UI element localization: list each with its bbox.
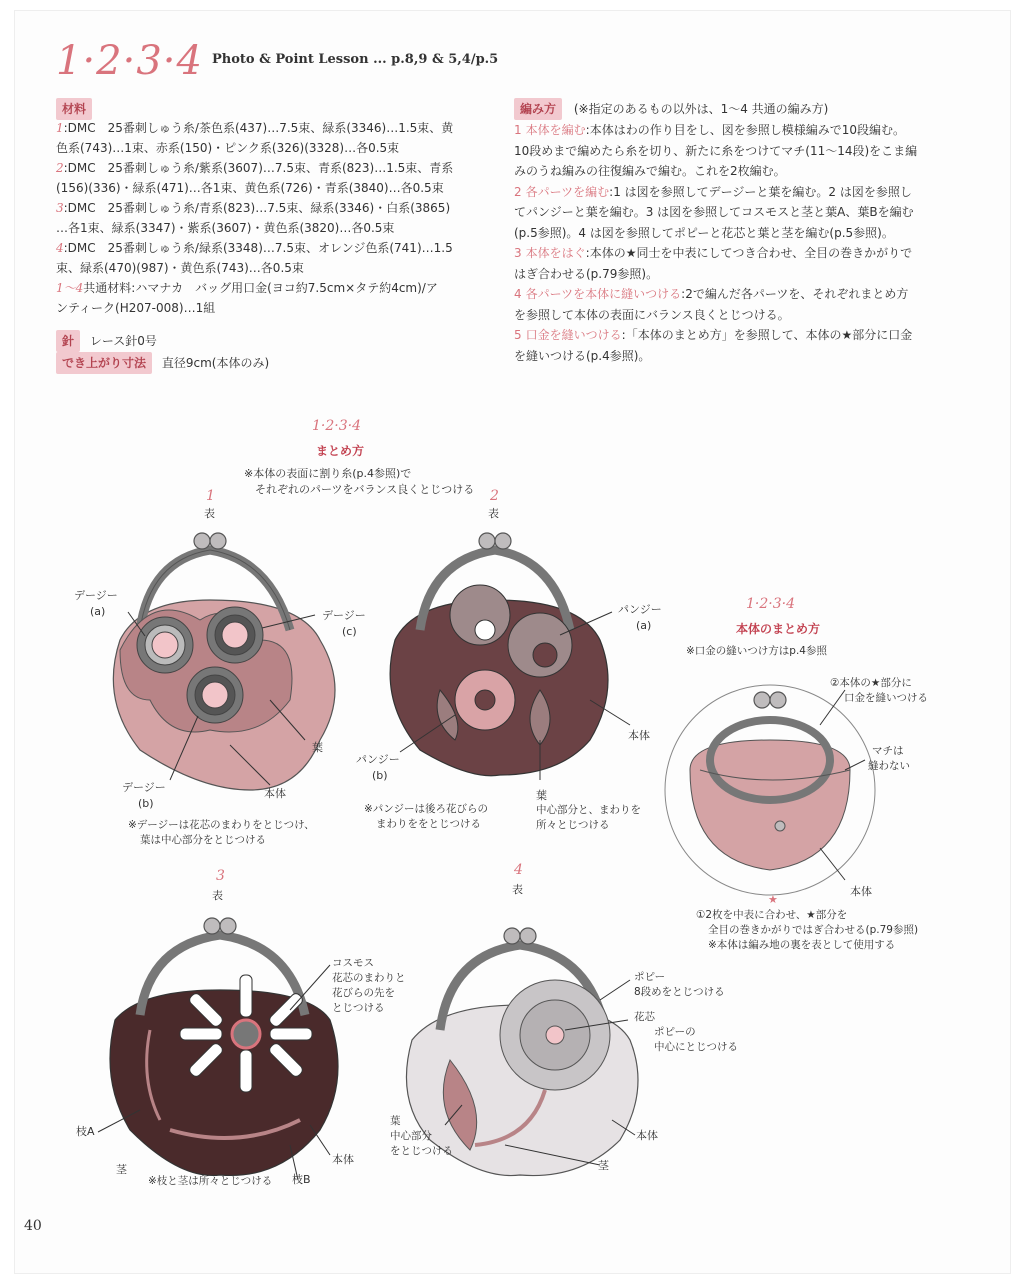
purse-2-num: 2 — [490, 488, 499, 504]
purse-3-num: 3 — [216, 868, 225, 884]
step-text: を参照して本体の表面にバランス良くとじつける。 — [514, 307, 790, 322]
assembly-title: まとめ方 — [315, 444, 364, 458]
daisy-c-label: デージー — [322, 609, 366, 622]
purse-1-note-1: ※デージーは花芯のまわりをとじつけ、 — [128, 819, 315, 831]
purse-2-leaf-note-1: 中心部分と、まわりを — [536, 804, 641, 816]
step-text: :1 は図を参照してデージーと葉を編む。2 は図を参照し — [609, 184, 912, 199]
project-ref: 2 — [56, 161, 64, 175]
step-number: 4 — [514, 287, 522, 301]
purse-4-face: 表 — [512, 883, 523, 896]
page-title: Photo & Point Lesson ... p.8,9 & 5,4/p.5 — [212, 52, 499, 67]
gusset-note-2: 縫わない — [868, 760, 910, 772]
purse-2-leaf-note-2: 所々とじつける — [536, 819, 610, 831]
method-tag: 編み方 — [514, 98, 562, 120]
materials-text: 束、緑系(470)(987)・黄色系(743)…各0.5束 — [56, 261, 304, 275]
pansy-b-sub: (b) — [372, 769, 388, 782]
purse-1-body: 本体 — [264, 787, 286, 800]
purse-4-leaf-3: をとじつける — [390, 1145, 453, 1157]
purse-1-note-2: 葉は中心部分をとじつける — [140, 834, 266, 846]
body-assembly-title: 本体のまとめ方 — [735, 622, 820, 636]
cosmos-label-4: とじつける — [332, 1002, 385, 1014]
purse-2-body: 本体 — [628, 729, 650, 742]
assembly-note-2: それぞれのパーツをバランス良くとじつける — [255, 483, 475, 496]
body-assembly-step2-2: 口金を縫いつける — [844, 692, 928, 704]
daisy-b-icon — [187, 667, 243, 723]
materials-text: ンティーク(H207-008)…1組 — [56, 301, 216, 315]
purse-4-leaf-2: 中心部分 — [390, 1130, 432, 1142]
step-text: :2で編んだ各パーツを、それぞれまとめ方 — [681, 287, 909, 301]
step-title: 口金を縫いつける — [525, 328, 622, 342]
daisy-a-sub: (a) — [90, 605, 106, 618]
materials-text: :DMC 25番刺しゅう糸/緑系(3348)…7.5束、オレンジ色系(741)…1.5 — [63, 241, 453, 255]
step-text: みのうね編みの往復編みで編む。これを2枚編む。 — [514, 164, 786, 178]
materials-text: …各1束、緑系(3347)・紫系(3607)・黄色系(3820)…各0.5束 — [56, 221, 395, 235]
daisy-c-icon — [207, 607, 263, 663]
materials-text: :DMC 25番刺しゅう糸/紫系(3607)…7.5束、青系(823)…1.5束、青系 — [63, 161, 454, 175]
size-text: 直径9cm(本体のみ) — [161, 356, 270, 370]
poppy-label-2: 8段めをとじつける — [634, 986, 725, 998]
project-number: 1·2·3·4 — [56, 38, 203, 84]
purse-4-body: 本体 — [636, 1129, 658, 1142]
purse-4-leaf-1: 葉 — [390, 1115, 401, 1127]
daisy-a-label: デージー — [74, 589, 118, 602]
pansy-a-sub: (a) — [636, 619, 652, 632]
body-assembly-step1-3: ※本体は編み地の裏を表として使用する — [708, 939, 896, 951]
purse-3-note: ※枝と茎は所々とじつける — [148, 1175, 273, 1187]
materials-text: :DMC 25番刺しゅう糸/茶色系(437)…7.5束、緑系(3346)…1.5束、黄 — [63, 121, 454, 135]
step-text: :本体の★同士を中表にしてつき合わせ、全目の巻きかがりで — [585, 246, 913, 260]
step-number: 3 — [514, 246, 522, 260]
branch-a-label: 枝A — [76, 1125, 95, 1138]
branch-b-label: 枝B — [292, 1173, 311, 1186]
pansy-b-icon — [455, 670, 515, 730]
step-text: てパンジーと葉を編む。3 は図を参照してコスモスと茎と葉A、葉Bを編む — [514, 205, 914, 219]
step-number: 2 — [514, 184, 522, 199]
body-assembly-body: 本体 — [850, 885, 872, 898]
flower-center-3: 中心にとじつける — [654, 1041, 738, 1053]
method-note: (※指定のあるもの以外は、1〜4 共通の編み方) — [573, 102, 829, 116]
gusset-note-1: マチは — [872, 745, 904, 757]
poppy-label-1: ポピー — [634, 971, 666, 983]
step-title: 本体を編む — [525, 123, 586, 137]
project-ref: 1 — [56, 121, 64, 135]
pansy-a-label: パンジー — [618, 603, 662, 616]
flower-center-1: 花芯 — [634, 1011, 655, 1023]
daisy-b-sub: (b) — [138, 797, 154, 810]
purse-1-face: 表 — [204, 507, 215, 520]
purse-2-note-2: まわりををとじつける — [376, 818, 481, 830]
purse-3-body: 本体 — [332, 1153, 354, 1166]
purse-3-face: 表 — [212, 889, 223, 902]
purse-1-leaf: 葉 — [312, 741, 323, 754]
size-tag: でき上がり寸法 — [56, 352, 152, 374]
step-text: :本体はわの作り目をし、図を参照し模様編みで10段編む。 — [585, 123, 905, 137]
project-ref: 4 — [56, 241, 64, 255]
flower-center-2: ポピーの — [654, 1026, 696, 1038]
purse-2-note-1: ※パンジーは後ろ花びらの — [364, 803, 489, 815]
step-title: 各パーツを編む — [525, 184, 610, 199]
purse-3-illustration — [98, 918, 338, 1180]
needle-tag: 針 — [56, 330, 80, 352]
step-text: はぎ合わせる(p.79参照)。 — [514, 266, 659, 281]
materials-text: 共通材料:ハマナカ バッグ用口金(ヨコ約7.5cm×タテ約4cm)/ア — [83, 281, 438, 295]
star-mark: ★ — [768, 893, 778, 906]
purse-3-stem: 茎 — [116, 1163, 127, 1176]
purse-4-stem: 茎 — [598, 1159, 609, 1172]
materials-text: (156)(336)・緑系(471)…各1束、黄色系(726)・青系(3840)…各0.5束 — [56, 181, 444, 195]
body-assembly-step2-1: ②本体の★部分に — [830, 677, 912, 689]
needle-text: レース針0号 — [89, 334, 157, 348]
purse-1-illustration — [113, 533, 335, 790]
body-assembly-step1-1: ①2枚を中表に合わせ、★部分を — [696, 909, 848, 921]
step-text: :「本体のまとめ方」を参照して、本体の★部分に口金 — [621, 328, 913, 342]
step-text: 10段めまで編めたら糸を切り、新たに糸をつけてマチ(11〜14段)をこま編 — [514, 143, 918, 158]
cosmos-label-1: コスモス — [332, 957, 374, 969]
step-text: を縫いつける(p.4参照)。 — [514, 348, 651, 363]
purse-1-num: 1 — [206, 488, 215, 504]
materials-text: :DMC 25番刺しゅう糸/青系(823)…7.5束、緑系(3346)・白系(3865) — [63, 201, 451, 215]
step-text: (p.5参照)。4 は図を参照してポピーと花芯と葉と茎を編む(p.5参照)。 — [514, 225, 894, 240]
assembly-note-1: ※本体の表面に割り糸(p.4参照)で — [244, 467, 412, 480]
materials-tag: 材料 — [56, 98, 92, 120]
step-number: 5 — [514, 328, 522, 342]
poppy-icon — [500, 980, 610, 1090]
body-assembly-illustration — [665, 685, 875, 895]
pansy-b-label: パンジー — [356, 753, 400, 766]
project-ref: 3 — [56, 201, 64, 215]
step-title: 本体をはぐ — [525, 246, 586, 260]
page-number: 40 — [24, 1218, 42, 1234]
purse-4-num: 4 — [514, 862, 523, 878]
daisy-c-sub: (c) — [342, 625, 357, 638]
body-assembly-note: ※口金の縫いつけ方はp.4参照 — [686, 645, 827, 657]
body-assembly-step1-2: 全目の巻きかがりではぎ合わせる(p.79参照) — [708, 924, 919, 936]
daisy-b-label: デージー — [122, 781, 166, 794]
project-ref: 1〜4 — [56, 281, 84, 295]
materials-text: 色系(743)…1束、赤系(150)・ピンク系(326)(3328)…各0.5束 — [56, 141, 400, 155]
body-assembly-num: 1·2·3·4 — [746, 596, 795, 612]
cosmos-label-2: 花芯のまわりと — [332, 972, 406, 984]
purse-2-leaf: 葉 — [536, 789, 547, 802]
purse-2-illustration — [390, 533, 630, 780]
purse-2-face: 表 — [488, 507, 499, 520]
cosmos-label-3: 花びらの先を — [332, 987, 395, 999]
assembly-num: 1·2·3·4 — [312, 418, 361, 434]
step-title: 各パーツを本体に縫いつける — [525, 287, 682, 301]
daisy-a-icon — [137, 617, 193, 673]
step-number: 1 — [514, 123, 522, 137]
